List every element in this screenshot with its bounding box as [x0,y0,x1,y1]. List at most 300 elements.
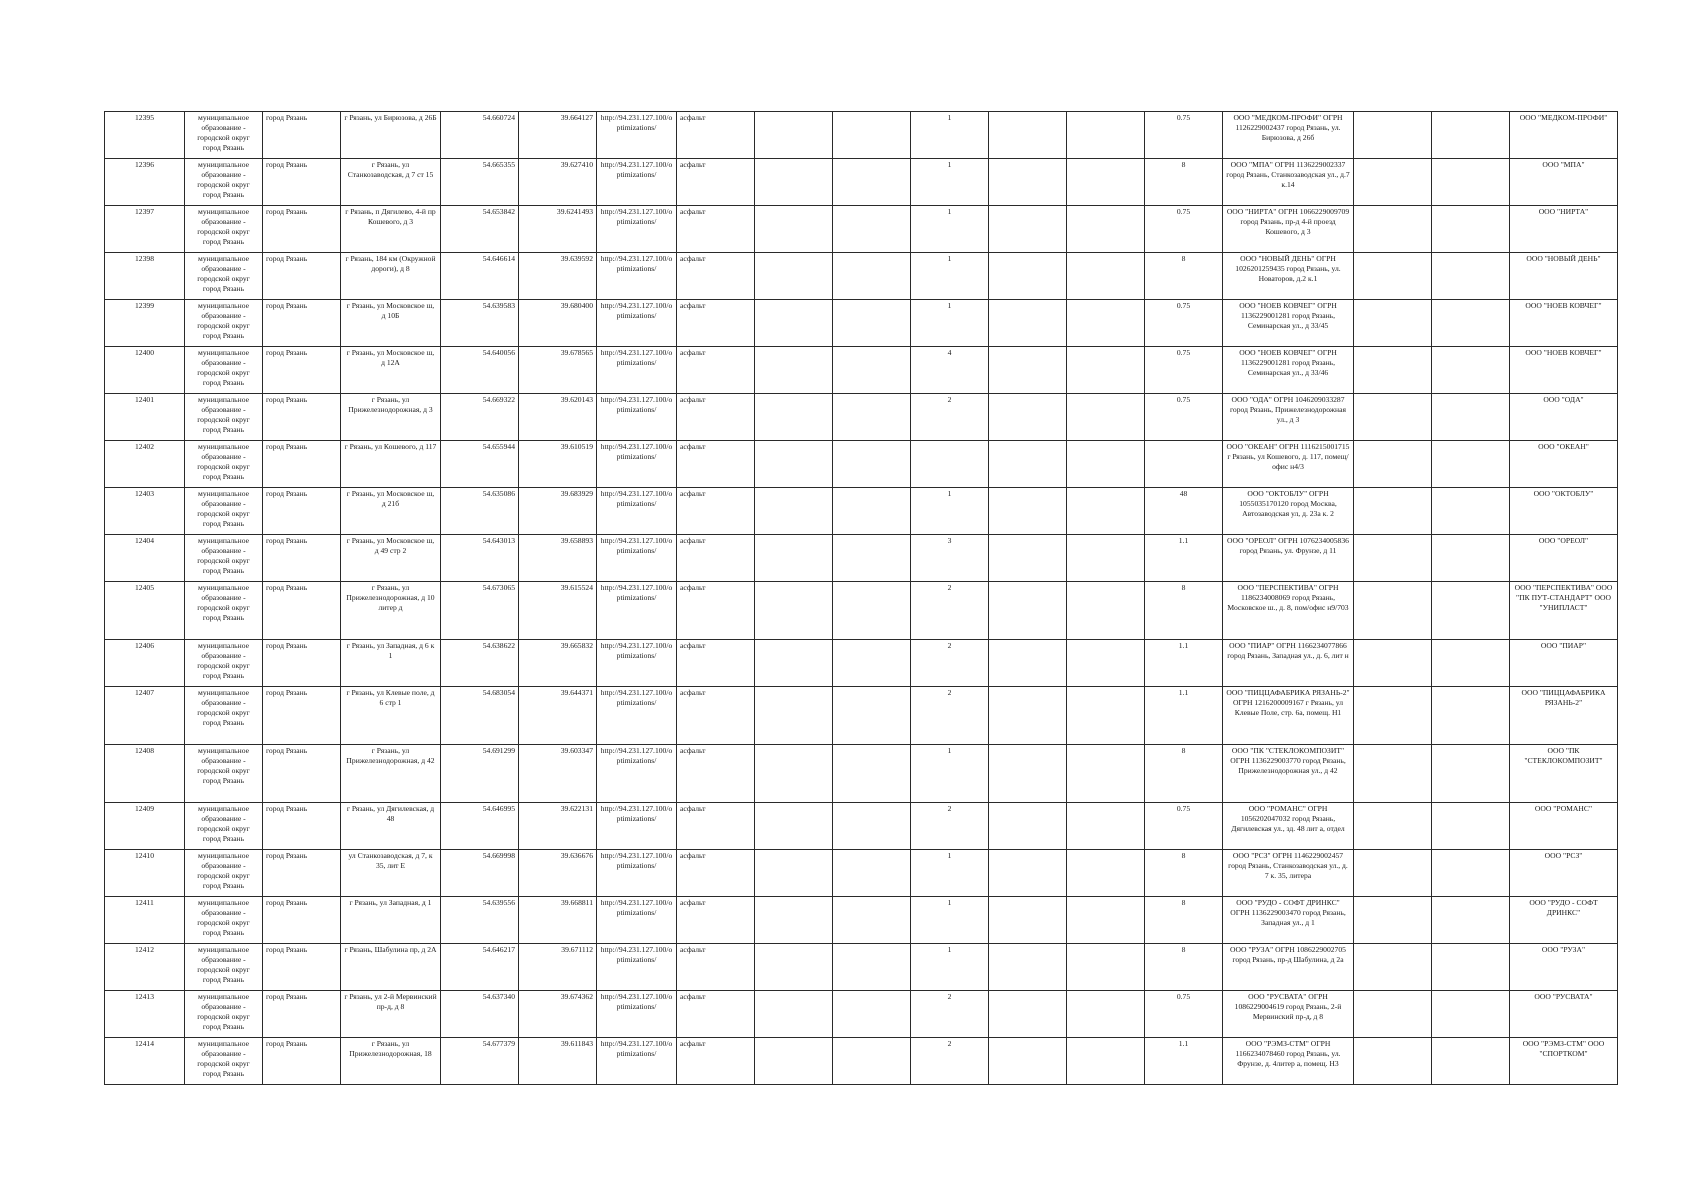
container-count-cell: 1 [911,850,989,897]
owner-details-cell: ООО "ПИЦЦАФАБРИКА РЯЗАНЬ-2" ОГРН 1216200009167 г Рязань, ул Клевые Поле, стр. 6а, помещ. Н1 [1223,687,1354,745]
empty-cell [755,1038,833,1085]
waste-source-cell: ООО "ОДА" [1510,394,1618,441]
table-row [105,640,1618,687]
map-link-cell: http://94.231.127.100/optimizations/ [597,112,677,159]
container-count-cell [911,441,989,488]
record-number-cell: 12401 [105,394,185,441]
waste-source-cell: ООО "ПК "СТЕКЛОКОМПОЗИТ" [1510,745,1618,803]
empty-cell [1354,300,1432,347]
settlement-cell: город Рязань [263,640,341,687]
empty-cell [833,582,911,640]
empty-cell [1432,441,1510,488]
empty-cell [989,535,1067,582]
empty-cell [1432,803,1510,850]
owner-details-cell: ООО "РЭМЗ-СТМ" ОГРН 1166234078460 город Рязань, ул. Фрунзе, д. 4литер а, помещ. Н3 [1223,1038,1354,1085]
surface-type-cell: асфальт [677,850,755,897]
empty-cell [755,687,833,745]
empty-cell [1432,897,1510,944]
map-link-cell: http://94.231.127.100/optimizations/ [597,582,677,640]
empty-cell [755,206,833,253]
latitude-cell: 54.669998 [441,850,519,897]
municipality-cell: муниципальное образование - городской округ город Рязань [185,745,263,803]
empty-cell [1354,206,1432,253]
waste-source-cell: ООО "МЕДКОМ-ПРОФИ" [1510,112,1618,159]
map-link-cell: http://94.231.127.100/optimizations/ [597,159,677,206]
surface-type-cell: асфальт [677,582,755,640]
container-count-cell: 2 [911,582,989,640]
settlement-cell: город Рязань [263,112,341,159]
empty-cell [1067,944,1145,991]
empty-cell [833,944,911,991]
container-volume-cell: 8 [1145,582,1223,640]
empty-cell [1067,897,1145,944]
empty-cell [1067,347,1145,394]
record-number-cell: 12409 [105,803,185,850]
longitude-cell: 39.674362 [519,991,597,1038]
settlement-cell: город Рязань [263,687,341,745]
settlement-cell: город Рязань [263,441,341,488]
address-cell: г Рязань, ул Клевые поле, д 6 стр 1 [341,687,441,745]
empty-cell [1354,535,1432,582]
municipality-cell: муниципальное образование - городской округ город Рязань [185,1038,263,1085]
empty-cell [989,1038,1067,1085]
container-count-cell: 2 [911,687,989,745]
municipality-cell: муниципальное образование - городской округ город Рязань [185,687,263,745]
empty-cell [755,991,833,1038]
container-count-cell: 1 [911,944,989,991]
settlement-cell: город Рязань [263,535,341,582]
empty-cell [989,582,1067,640]
municipality-cell: муниципальное образование - городской округ город Рязань [185,300,263,347]
address-cell: г Рязань, Шабулина пр, д 2А [341,944,441,991]
container-volume-cell: 0.75 [1145,394,1223,441]
empty-cell [989,640,1067,687]
settlement-cell: город Рязань [263,347,341,394]
empty-cell [1432,640,1510,687]
container-volume-cell: 8 [1145,159,1223,206]
empty-cell [833,159,911,206]
longitude-cell: 39.664127 [519,112,597,159]
container-count-cell: 2 [911,1038,989,1085]
empty-cell [989,745,1067,803]
latitude-cell: 54.638622 [441,640,519,687]
empty-cell [1067,1038,1145,1085]
waste-source-cell: ООО "РУЗА" [1510,944,1618,991]
empty-cell [833,745,911,803]
registry-table [104,111,1618,1085]
container-volume-cell [1145,441,1223,488]
address-cell: г Рязань, ул Прижелезнодорожная, д 42 [341,745,441,803]
waste-source-cell: ООО "РЭМЗ-СТМ" ООО "СПОРТКОМ" [1510,1038,1618,1085]
owner-details-cell: ООО "МЕДКОМ-ПРОФИ" ОГРН 1126229002437 город Рязань, ул. Бирюзова, д 26б [1223,112,1354,159]
municipality-cell: муниципальное образование - городской округ город Рязань [185,582,263,640]
municipality-cell: муниципальное образование - городской округ город Рязань [185,394,263,441]
empty-cell [989,394,1067,441]
surface-type-cell: асфальт [677,944,755,991]
empty-cell [1354,159,1432,206]
settlement-cell: город Рязань [263,944,341,991]
address-cell: г Рязань, ул Московское ш, д 12А [341,347,441,394]
table-row [105,850,1618,897]
settlement-cell: город Рязань [263,1038,341,1085]
latitude-cell: 54.653842 [441,206,519,253]
table-row [105,206,1618,253]
waste-source-cell: ООО "ПИАР" [1510,640,1618,687]
waste-source-cell: ООО "НОВЫЙ ДЕНЬ" [1510,253,1618,300]
empty-cell [1354,112,1432,159]
empty-cell [1067,441,1145,488]
owner-details-cell: ООО "НОЕВ КОВЧЕГ" ОГРН 1136229001281 город Рязань, Семинарская ул., д 33/45 [1223,300,1354,347]
map-link-cell: http://94.231.127.100/optimizations/ [597,803,677,850]
registry-table-body [105,112,1618,1085]
empty-cell [989,159,1067,206]
empty-cell [1067,159,1145,206]
empty-cell [989,253,1067,300]
empty-cell [755,582,833,640]
map-link-cell: http://94.231.127.100/optimizations/ [597,441,677,488]
longitude-cell: 39.683929 [519,488,597,535]
map-link-cell: http://94.231.127.100/optimizations/ [597,640,677,687]
empty-cell [755,640,833,687]
latitude-cell: 54.665355 [441,159,519,206]
container-count-cell: 2 [911,640,989,687]
empty-cell [989,488,1067,535]
surface-type-cell: асфальт [677,991,755,1038]
latitude-cell: 54.646995 [441,803,519,850]
surface-type-cell: асфальт [677,394,755,441]
container-count-cell: 2 [911,803,989,850]
latitude-cell: 54.673065 [441,582,519,640]
record-number-cell: 12399 [105,300,185,347]
address-cell: г Рязань, ул Кошевого, д 117 [341,441,441,488]
table-row [105,897,1618,944]
longitude-cell: 39.644371 [519,687,597,745]
municipality-cell: муниципальное образование - городской округ город Рязань [185,897,263,944]
empty-cell [755,347,833,394]
municipality-cell: муниципальное образование - городской округ город Рязань [185,159,263,206]
empty-cell [1432,159,1510,206]
longitude-cell: 39.665832 [519,640,597,687]
container-count-cell: 1 [911,112,989,159]
owner-details-cell: ООО "НОЕВ КОВЧЕГ" ОГРН 1136229001281 город Рязань, Семинарская ул., д 33/46 [1223,347,1354,394]
address-cell: г Рязань, ул Бирюзова, д 26Б [341,112,441,159]
longitude-cell: 39.620143 [519,394,597,441]
latitude-cell: 54.635086 [441,488,519,535]
latitude-cell: 54.639583 [441,300,519,347]
address-cell: г Рязань, 184 км (Окружной дороги), д 8 [341,253,441,300]
owner-details-cell: ООО "РУСВАТА" ОГРН 1086229004619 город Рязань, 2-й Мервинский пр-д, д 8 [1223,991,1354,1038]
owner-details-cell: ООО "РСЗ" ОГРН 1146229002457 город Рязань, Станкозаводская ул., д. 7 к. 35, литера [1223,850,1354,897]
empty-cell [1354,687,1432,745]
empty-cell [755,803,833,850]
waste-source-cell: ООО "ПЕРСПЕКТИВА" ООО "ПК ПУТ-СТАНДАРТ" ООО "УНИПЛАСТ" [1510,582,1618,640]
surface-type-cell: асфальт [677,1038,755,1085]
surface-type-cell: асфальт [677,488,755,535]
empty-cell [833,394,911,441]
empty-cell [1354,1038,1432,1085]
empty-cell [755,300,833,347]
waste-source-cell: ООО "РСЗ" [1510,850,1618,897]
empty-cell [833,897,911,944]
table-row [105,944,1618,991]
empty-cell [989,112,1067,159]
address-cell: г Рязань, ул Станкозаводская, д 7 ст 15 [341,159,441,206]
table-row [105,347,1618,394]
map-link-cell: http://94.231.127.100/optimizations/ [597,206,677,253]
surface-type-cell: асфальт [677,159,755,206]
empty-cell [1432,1038,1510,1085]
record-number-cell: 12408 [105,745,185,803]
owner-details-cell: ООО "МПА" ОГРН 1136229002337 город Рязань, Станкозаводская ул., д.7 к.14 [1223,159,1354,206]
record-number-cell: 12413 [105,991,185,1038]
settlement-cell: город Рязань [263,488,341,535]
municipality-cell: муниципальное образование - городской округ город Рязань [185,535,263,582]
municipality-cell: муниципальное образование - городской округ город Рязань [185,640,263,687]
empty-cell [755,535,833,582]
empty-cell [1432,488,1510,535]
settlement-cell: город Рязань [263,582,341,640]
empty-cell [1354,850,1432,897]
table-row [105,488,1618,535]
map-link-cell: http://94.231.127.100/optimizations/ [597,687,677,745]
table-row [105,394,1618,441]
address-cell: г Рязань, ул Московское ш, д 10Б [341,300,441,347]
container-volume-cell: 1.1 [1145,535,1223,582]
container-count-cell: 1 [911,897,989,944]
empty-cell [755,944,833,991]
owner-details-cell: ООО "РУДО - СОФТ ДРИНКС" ОГРН 1136229003470 город Рязань, Западная ул., д 1 [1223,897,1354,944]
longitude-cell: 39.639592 [519,253,597,300]
empty-cell [1432,112,1510,159]
latitude-cell: 54.643013 [441,535,519,582]
latitude-cell: 54.669322 [441,394,519,441]
record-number-cell: 12400 [105,347,185,394]
settlement-cell: город Рязань [263,850,341,897]
longitude-cell: 39.627410 [519,159,597,206]
empty-cell [1432,944,1510,991]
surface-type-cell: асфальт [677,112,755,159]
container-volume-cell: 8 [1145,850,1223,897]
longitude-cell: 39.622131 [519,803,597,850]
empty-cell [989,347,1067,394]
address-cell: г Рязань, п Дягилево, 4-й пр Кошевого, д 3 [341,206,441,253]
map-link-cell: http://94.231.127.100/optimizations/ [597,991,677,1038]
empty-cell [833,347,911,394]
address-cell: г Рязань, ул Прижелезнодорожная, 18 [341,1038,441,1085]
empty-cell [1432,850,1510,897]
empty-cell [755,441,833,488]
table-row [105,112,1618,159]
container-volume-cell: 0.75 [1145,803,1223,850]
empty-cell [1432,582,1510,640]
container-volume-cell: 8 [1145,253,1223,300]
empty-cell [755,488,833,535]
container-volume-cell: 48 [1145,488,1223,535]
empty-cell [1354,991,1432,1038]
record-number-cell: 12395 [105,112,185,159]
empty-cell [1067,206,1145,253]
empty-cell [1432,687,1510,745]
empty-cell [1067,253,1145,300]
empty-cell [1354,488,1432,535]
map-link-cell: http://94.231.127.100/optimizations/ [597,1038,677,1085]
empty-cell [1354,897,1432,944]
longitude-cell: 39.636676 [519,850,597,897]
empty-cell [989,441,1067,488]
container-count-cell: 1 [911,159,989,206]
surface-type-cell: асфальт [677,253,755,300]
waste-source-cell: ООО "НОЕВ КОВЧЕГ" [1510,347,1618,394]
empty-cell [833,1038,911,1085]
surface-type-cell: асфальт [677,206,755,253]
table-row [105,687,1618,745]
waste-source-cell: ООО "НИРТА" [1510,206,1618,253]
municipality-cell: муниципальное образование - городской округ город Рязань [185,488,263,535]
latitude-cell: 54.677379 [441,1038,519,1085]
empty-cell [833,206,911,253]
empty-cell [1067,850,1145,897]
address-cell: г Рязань, ул Московское ш, д 21б [341,488,441,535]
longitude-cell: 39.658893 [519,535,597,582]
longitude-cell: 39.671112 [519,944,597,991]
empty-cell [833,687,911,745]
surface-type-cell: асфальт [677,803,755,850]
empty-cell [1067,488,1145,535]
settlement-cell: город Рязань [263,206,341,253]
municipality-cell: муниципальное образование - городской округ город Рязань [185,112,263,159]
address-cell: ул Станкозаводская, д 7, к 35, лит Е [341,850,441,897]
address-cell: г Рязань, ул Прижелезнодорожная, д 3 [341,394,441,441]
record-number-cell: 12398 [105,253,185,300]
container-count-cell: 1 [911,253,989,300]
owner-details-cell: ООО "ОРЕОЛ" ОГРН 1076234005836 город Рязань, ул. Фрунзе, д 11 [1223,535,1354,582]
map-link-cell: http://94.231.127.100/optimizations/ [597,488,677,535]
table-row [105,535,1618,582]
container-volume-cell: 0.75 [1145,991,1223,1038]
empty-cell [1432,300,1510,347]
container-count-cell: 1 [911,745,989,803]
empty-cell [1067,803,1145,850]
empty-cell [1432,535,1510,582]
record-number-cell: 12402 [105,441,185,488]
waste-source-cell: ООО "ОКЕАН" [1510,441,1618,488]
owner-details-cell: ООО "ОДА" ОГРН 1046209033287 город Рязань, Прижелезнодорожная ул., д 3 [1223,394,1354,441]
empty-cell [1067,112,1145,159]
container-volume-cell: 0.75 [1145,112,1223,159]
container-count-cell: 2 [911,991,989,1038]
table-row [105,253,1618,300]
municipality-cell: муниципальное образование - городской округ город Рязань [185,944,263,991]
owner-details-cell: ООО "ОКТОБЛУ" ОГРН 1055035170120 город Москва, Автозаводская ул, д. 23а к. 2 [1223,488,1354,535]
map-link-cell: http://94.231.127.100/optimizations/ [597,347,677,394]
latitude-cell: 54.683054 [441,687,519,745]
empty-cell [833,991,911,1038]
record-number-cell: 12404 [105,535,185,582]
map-link-cell: http://94.231.127.100/optimizations/ [597,394,677,441]
empty-cell [989,300,1067,347]
municipality-cell: муниципальное образование - городской округ город Рязань [185,253,263,300]
settlement-cell: город Рязань [263,253,341,300]
latitude-cell: 54.640056 [441,347,519,394]
owner-details-cell: ООО "ОКЕАН" ОГРН 1116215001715 г Рязань, ул Кошевого, д. 117, помещ/офис н4/3 [1223,441,1354,488]
surface-type-cell: асфальт [677,441,755,488]
empty-cell [1432,745,1510,803]
longitude-cell: 39.603347 [519,745,597,803]
address-cell: г Рязань, ул Прижелезнодорожная, д 10 литер д [341,582,441,640]
empty-cell [833,253,911,300]
container-volume-cell: 8 [1145,944,1223,991]
empty-cell [1067,535,1145,582]
empty-cell [833,640,911,687]
empty-cell [1354,441,1432,488]
record-number-cell: 12405 [105,582,185,640]
longitude-cell: 39.6241493 [519,206,597,253]
empty-cell [1354,582,1432,640]
empty-cell [989,850,1067,897]
container-volume-cell: 0.75 [1145,347,1223,394]
latitude-cell: 54.646614 [441,253,519,300]
empty-cell [1067,582,1145,640]
waste-source-cell: ООО "МПА" [1510,159,1618,206]
empty-cell [989,687,1067,745]
empty-cell [833,488,911,535]
record-number-cell: 12414 [105,1038,185,1085]
longitude-cell: 39.668811 [519,897,597,944]
empty-cell [1067,991,1145,1038]
municipality-cell: муниципальное образование - городской округ город Рязань [185,850,263,897]
container-count-cell: 3 [911,535,989,582]
record-number-cell: 12406 [105,640,185,687]
surface-type-cell: асфальт [677,897,755,944]
empty-cell [989,897,1067,944]
surface-type-cell: асфальт [677,745,755,803]
municipality-cell: муниципальное образование - городской округ город Рязань [185,347,263,394]
empty-cell [755,159,833,206]
waste-source-cell: ООО "ОРЕОЛ" [1510,535,1618,582]
container-count-cell: 2 [911,394,989,441]
empty-cell [1067,300,1145,347]
map-link-cell: http://94.231.127.100/optimizations/ [597,944,677,991]
record-number-cell: 12407 [105,687,185,745]
municipality-cell: муниципальное образование - городской округ город Рязань [185,991,263,1038]
waste-source-cell: ООО "ПИЦЦАФАБРИКА РЯЗАНЬ-2" [1510,687,1618,745]
container-volume-cell: 1.1 [1145,687,1223,745]
container-volume-cell: 1.1 [1145,1038,1223,1085]
surface-type-cell: асфальт [677,687,755,745]
latitude-cell: 54.646217 [441,944,519,991]
table-row [105,300,1618,347]
empty-cell [833,112,911,159]
settlement-cell: город Рязань [263,300,341,347]
address-cell: г Рязань, ул Московское ш, д 49 стр 2 [341,535,441,582]
table-row [105,803,1618,850]
empty-cell [1432,394,1510,441]
longitude-cell: 39.611843 [519,1038,597,1085]
longitude-cell: 39.680400 [519,300,597,347]
empty-cell [755,394,833,441]
settlement-cell: город Рязань [263,991,341,1038]
map-link-cell: http://94.231.127.100/optimizations/ [597,897,677,944]
table-row [105,1038,1618,1085]
container-count-cell: 1 [911,488,989,535]
empty-cell [989,944,1067,991]
empty-cell [1432,206,1510,253]
empty-cell [833,441,911,488]
map-link-cell: http://94.231.127.100/optimizations/ [597,535,677,582]
owner-details-cell: ООО "РУЗА" ОГРН 1086229002705 город Рязань, пр-д Шабулина, д 2а [1223,944,1354,991]
map-link-cell: http://94.231.127.100/optimizations/ [597,300,677,347]
address-cell: г Рязань, ул 2-й Мервинский пр-д, д 8 [341,991,441,1038]
